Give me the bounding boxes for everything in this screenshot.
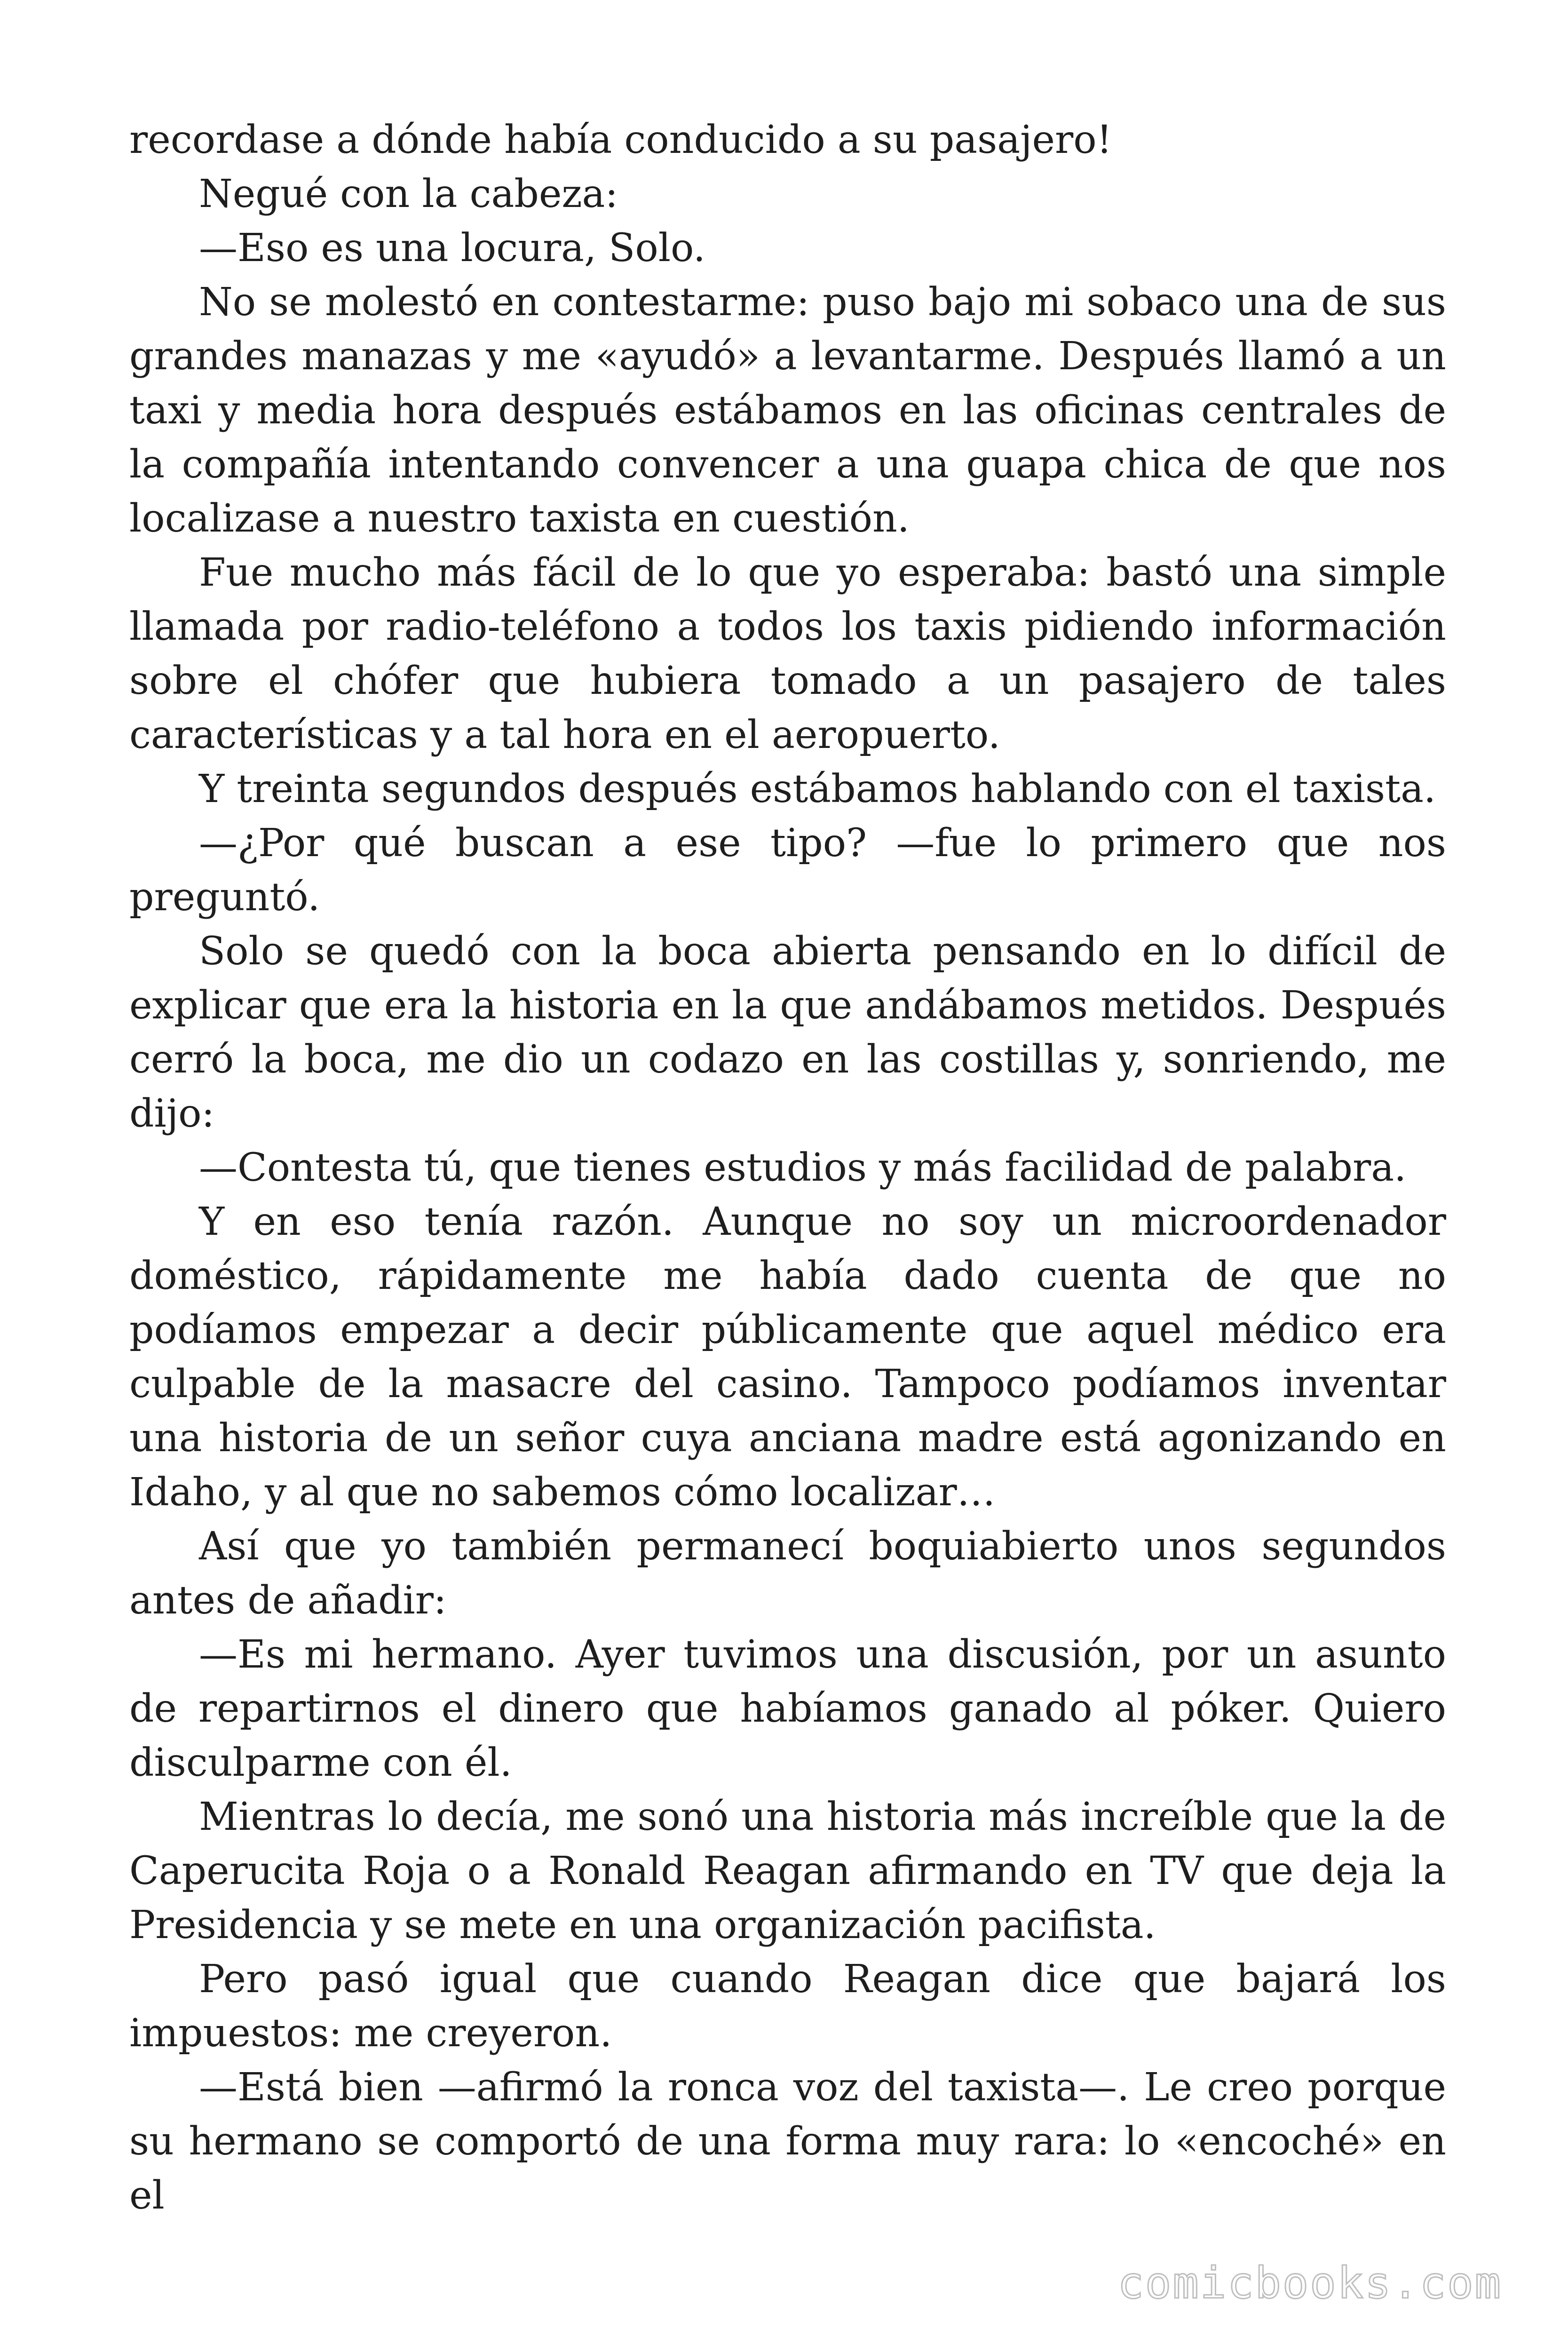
dialogue-paragraph: —Es mi hermano. Ayer tuvimos una discusión, por un asunto de repartirnos el dinero que habíamos ganado al póker. Quiero disculparme con él.	[129, 1632, 1446, 1785]
watermark-logo: comicbooks.com	[1117, 2258, 1502, 2308]
paragraph: Así que yo también permanecí boquiabierto unos segundos antes de añadir:	[129, 1524, 1446, 1623]
paragraph: Mientras lo decía, me sonó una historia más increíble que la de Caperucita Roja o a Ronald Reagan afirmando en TV que deja la Presidencia y se mete en una organización pacifista.	[129, 1795, 1446, 1947]
paragraph: Y treinta segundos después estábamos hablando con el taxista.	[199, 767, 1436, 811]
book-page-text	[129, 113, 1446, 2223]
paragraph: Solo se quedó con la boca abierta pensando en lo difícil de explicar que era la historia en la que andábamos metidos. Después cerró la boca, me dio un codazo en las costillas y, sonriendo, me dijo:	[129, 929, 1446, 1136]
paragraph-continuation: recordase a dónde había conducido a su pasajero!	[129, 118, 1112, 162]
paragraph: Fue mucho más fácil de lo que yo esperaba: bastó una simple llamada por radio-teléfono a todos los taxis pidiendo información sobre el chófer que hubiera tomado a un pasajero de tales características y a tal hora en el aeropuerto.	[129, 550, 1446, 757]
paragraph: No se molestó en contestarme: puso bajo mi sobaco una de sus grandes manazas y me «ayudó» a levantarme. Después llamó a un taxi y media hora después estábamos en las oficinas centrales de la compañía intentando convencer a una guapa chica de que nos localizase a nuestro taxista en cuestión.	[129, 280, 1446, 541]
dialogue-paragraph: —Eso es una locura, Solo.	[199, 226, 705, 270]
paragraph: Y en eso tenía razón. Aunque no soy un microordenador doméstico, rápidamente me había dado cuenta de que no podíamos empezar a decir públicamente que aquel médico era culpable de la masacre del casino. Tampoco podíamos inventar una historia de un señor cuya anciana madre está agonizando en Idaho, y al que no sabemos cómo localizar…	[129, 1200, 1446, 1515]
paragraph: Negué con la cabeza:	[199, 172, 618, 216]
paragraph: Pero pasó igual que cuando Reagan dice que bajará los impuestos: me creyeron.	[129, 1957, 1446, 2056]
dialogue-paragraph: —Contesta tú, que tienes estudios y más facilidad de palabra.	[199, 1145, 1407, 1190]
dialogue-paragraph: —Está bien —afirmó la ronca voz del taxista—. Le creo porque su hermano se comportó de una forma muy rara: lo «encoché» en el	[129, 2065, 1446, 2218]
dialogue-paragraph: —¿Por qué buscan a ese tipo? —fue lo primero que nos preguntó.	[129, 821, 1446, 920]
